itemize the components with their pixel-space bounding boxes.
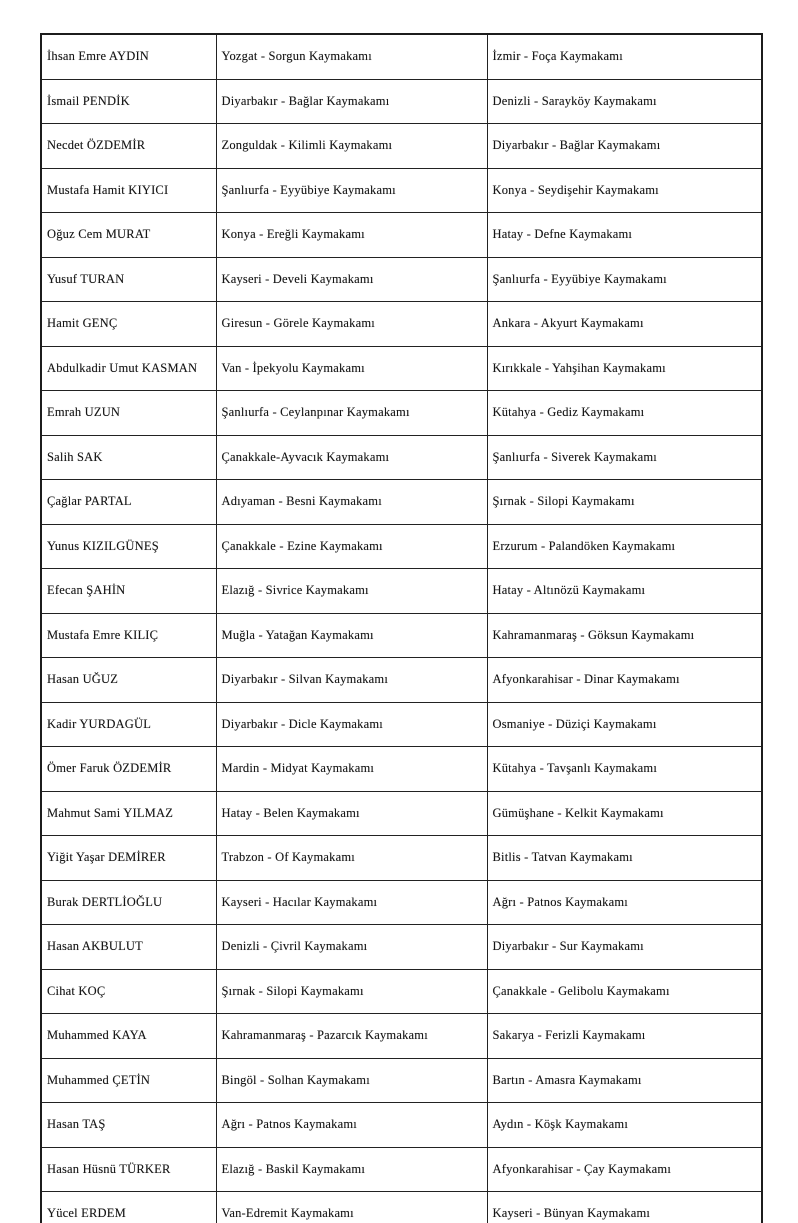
table-row [41,391,762,436]
assignments-table-body [41,34,762,1223]
table-row [41,302,762,347]
cell-new-post: Şanlıurfa - Eyyübiye Kaymakamı [487,257,762,302]
cell-current-post: Muğla - Yatağan Kaymakamı [216,613,487,658]
table-row [41,524,762,569]
cell-current-post: Kahramanmaraş - Pazarcık Kaymakamı [216,1014,487,1059]
cell-new-post: Bartın - Amasra Kaymakamı [487,1058,762,1103]
cell-new-post: Sakarya - Ferizli Kaymakamı [487,1014,762,1059]
cell-official-name: Mustafa Emre KILIÇ [41,613,216,658]
cell-new-post: Gümüşhane - Kelkit Kaymakamı [487,791,762,836]
cell-new-post: Afyonkarahisar - Çay Kaymakamı [487,1147,762,1192]
table-row [41,168,762,213]
cell-official-name: Yunus KIZILGÜNEŞ [41,524,216,569]
table-row [41,1058,762,1103]
cell-new-post: Kütahya - Tavşanlı Kaymakamı [487,747,762,792]
cell-official-name: İsmail PENDİK [41,79,216,124]
cell-new-post: Erzurum - Palandöken Kaymakamı [487,524,762,569]
cell-current-post: Konya - Ereğli Kaymakamı [216,213,487,258]
cell-current-post: Giresun - Görele Kaymakamı [216,302,487,347]
table-row [41,791,762,836]
cell-current-post: Yozgat - Sorgun Kaymakamı [216,34,487,79]
cell-current-post: Çanakkale-Ayvacık Kaymakamı [216,435,487,480]
table-row [41,79,762,124]
cell-new-post: Konya - Seydişehir Kaymakamı [487,168,762,213]
cell-current-post: Van-Edremit Kaymakamı [216,1192,487,1223]
table-row [41,880,762,925]
cell-current-post: Van - İpekyolu Kaymakamı [216,346,487,391]
table-row [41,702,762,747]
cell-new-post: Hatay - Defne Kaymakamı [487,213,762,258]
cell-current-post: Bingöl - Solhan Kaymakamı [216,1058,487,1103]
cell-current-post: Kayseri - Hacılar Kaymakamı [216,880,487,925]
cell-current-post: Diyarbakır - Silvan Kaymakamı [216,658,487,703]
cell-current-post: Trabzon - Of Kaymakamı [216,836,487,881]
table-row [41,569,762,614]
cell-new-post: Afyonkarahisar - Dinar Kaymakamı [487,658,762,703]
table-row [41,34,762,79]
cell-current-post: Şırnak - Silopi Kaymakamı [216,969,487,1014]
table-row [41,613,762,658]
cell-official-name: Abdulkadir Umut KASMAN [41,346,216,391]
cell-official-name: Yücel ERDEM [41,1192,216,1223]
cell-official-name: Çağlar PARTAL [41,480,216,525]
cell-official-name: İhsan Emre AYDIN [41,34,216,79]
table-row [41,1192,762,1223]
cell-current-post: Mardin - Midyat Kaymakamı [216,747,487,792]
cell-official-name: Kadir YURDAGÜL [41,702,216,747]
cell-official-name: Muhammed ÇETİN [41,1058,216,1103]
cell-new-post: Kütahya - Gediz Kaymakamı [487,391,762,436]
cell-official-name: Burak DERTLİOĞLU [41,880,216,925]
cell-current-post: Zonguldak - Kilimli Kaymakamı [216,124,487,169]
cell-official-name: Salih SAK [41,435,216,480]
cell-new-post: Diyarbakır - Bağlar Kaymakamı [487,124,762,169]
cell-new-post: Şanlıurfa - Siverek Kaymakamı [487,435,762,480]
cell-new-post: Osmaniye - Düziçi Kaymakamı [487,702,762,747]
cell-official-name: Ömer Faruk ÖZDEMİR [41,747,216,792]
cell-new-post: Şırnak - Silopi Kaymakamı [487,480,762,525]
assignments-table [40,33,763,1223]
table-row [41,1014,762,1059]
cell-current-post: Diyarbakır - Bağlar Kaymakamı [216,79,487,124]
cell-official-name: Cihat KOÇ [41,969,216,1014]
cell-new-post: Diyarbakır - Sur Kaymakamı [487,925,762,970]
cell-new-post: Çanakkale - Gelibolu Kaymakamı [487,969,762,1014]
cell-current-post: Hatay - Belen Kaymakamı [216,791,487,836]
cell-current-post: Denizli - Çivril Kaymakamı [216,925,487,970]
cell-current-post: Adıyaman - Besni Kaymakamı [216,480,487,525]
table-row [41,213,762,258]
cell-official-name: Necdet ÖZDEMİR [41,124,216,169]
cell-current-post: Elazığ - Baskil Kaymakamı [216,1147,487,1192]
cell-new-post: Kırıkkale - Yahşihan Kaymakamı [487,346,762,391]
cell-official-name: Hasan Hüsnü TÜRKER [41,1147,216,1192]
cell-official-name: Hasan UĞUZ [41,658,216,703]
cell-current-post: Çanakkale - Ezine Kaymakamı [216,524,487,569]
table-row [41,480,762,525]
cell-current-post: Ağrı - Patnos Kaymakamı [216,1103,487,1148]
table-row [41,124,762,169]
cell-official-name: Mustafa Hamit KIYICI [41,168,216,213]
cell-new-post: Ağrı - Patnos Kaymakamı [487,880,762,925]
cell-current-post: Şanlıurfa - Ceylanpınar Kaymakamı [216,391,487,436]
table-row [41,925,762,970]
table-row [41,1103,762,1148]
table-row [41,257,762,302]
table-row [41,836,762,881]
cell-new-post: İzmir - Foça Kaymakamı [487,34,762,79]
cell-official-name: Muhammed KAYA [41,1014,216,1059]
cell-new-post: Kayseri - Bünyan Kaymakamı [487,1192,762,1223]
cell-official-name: Oğuz Cem MURAT [41,213,216,258]
cell-official-name: Emrah UZUN [41,391,216,436]
cell-official-name: Yusuf TURAN [41,257,216,302]
table-row [41,658,762,703]
cell-official-name: Hasan TAŞ [41,1103,216,1148]
cell-new-post: Kahramanmaraş - Göksun Kaymakamı [487,613,762,658]
cell-new-post: Ankara - Akyurt Kaymakamı [487,302,762,347]
table-row [41,435,762,480]
table-row [41,346,762,391]
cell-official-name: Hamit GENÇ [41,302,216,347]
cell-new-post: Aydın - Köşk Kaymakamı [487,1103,762,1148]
cell-official-name: Efecan ŞAHİN [41,569,216,614]
cell-new-post: Denizli - Sarayköy Kaymakamı [487,79,762,124]
cell-official-name: Mahmut Sami YILMAZ [41,791,216,836]
table-row [41,1147,762,1192]
table-row [41,969,762,1014]
cell-current-post: Şanlıurfa - Eyyübiye Kaymakamı [216,168,487,213]
cell-current-post: Elazığ - Sivrice Kaymakamı [216,569,487,614]
cell-current-post: Diyarbakır - Dicle Kaymakamı [216,702,487,747]
cell-new-post: Hatay - Altınözü Kaymakamı [487,569,762,614]
cell-official-name: Hasan AKBULUT [41,925,216,970]
cell-official-name: Yiğit Yaşar DEMİRER [41,836,216,881]
cell-current-post: Kayseri - Develi Kaymakamı [216,257,487,302]
cell-new-post: Bitlis - Tatvan Kaymakamı [487,836,762,881]
table-row [41,747,762,792]
